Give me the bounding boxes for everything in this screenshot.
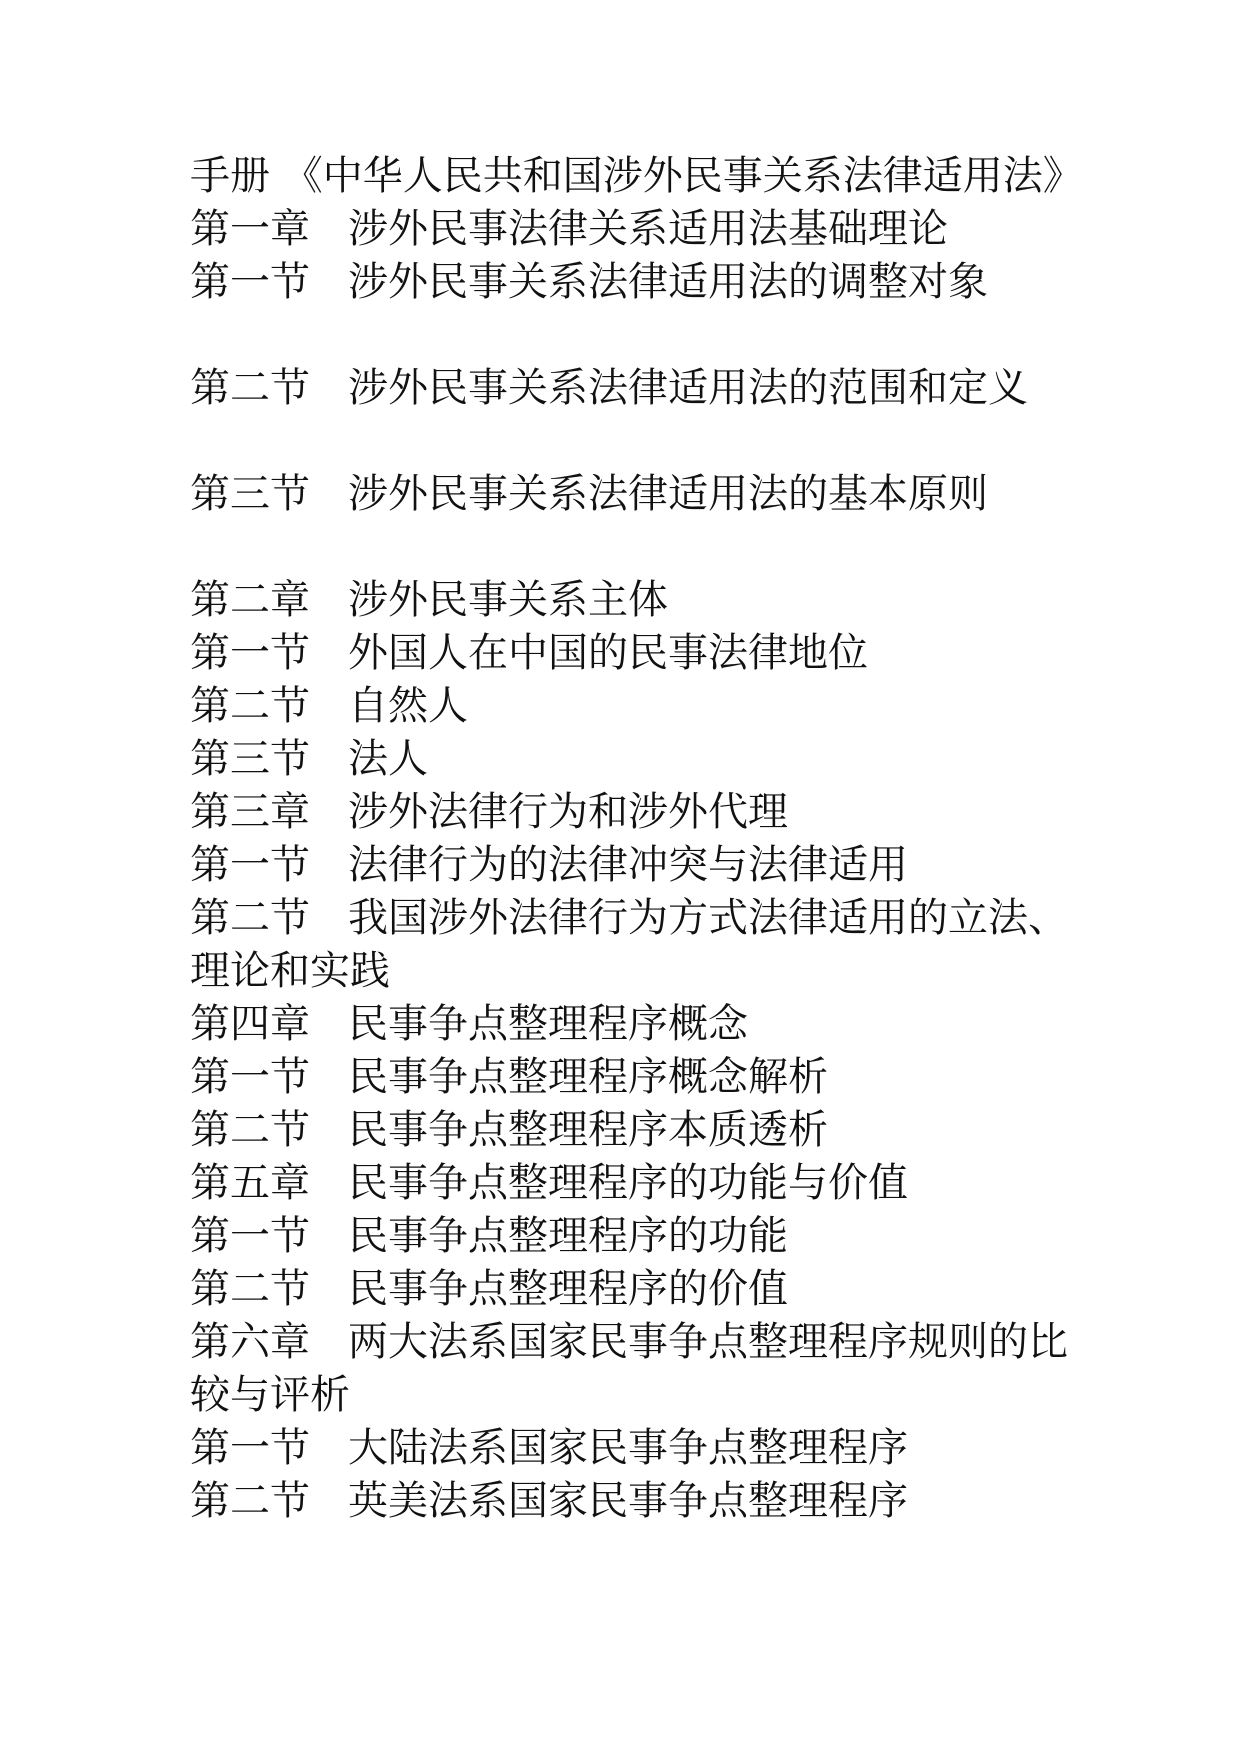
- toc-label: 第三章: [190, 789, 310, 835]
- toc-text: 民事争点整理程序的价值: [348, 1266, 788, 1312]
- toc-label: 第六章: [190, 1319, 310, 1365]
- toc-text: 涉外民事关系法律适用法的基本原则: [348, 471, 988, 517]
- toc-text: 涉外法律行为和涉外代理: [348, 789, 788, 835]
- toc-label: 第二节: [190, 1107, 310, 1153]
- toc-entry-section: [190, 680, 1070, 733]
- toc-text: 民事争点整理程序的功能: [348, 1213, 788, 1259]
- toc-text: 法人: [348, 736, 428, 782]
- toc-text: 法律行为的法律冲突与法律适用: [348, 842, 908, 888]
- toc-label: 第一节: [190, 1213, 310, 1259]
- toc-label: 第二节: [190, 365, 310, 411]
- toc-entry-section: [190, 1475, 1070, 1528]
- toc-text: 涉外民事关系法律适用法的范围和定义: [348, 365, 1028, 411]
- toc-entry-chapter: [190, 1157, 1070, 1210]
- blank-line: [190, 415, 1070, 468]
- toc-text: 涉外民事关系主体: [348, 577, 668, 623]
- toc-entry-chapter: [190, 203, 1070, 256]
- toc-entry-chapter: [190, 1316, 1070, 1422]
- toc-entry-chapter: [190, 998, 1070, 1051]
- toc-label: 第五章: [190, 1160, 310, 1206]
- document-title: 手册 《中华人民共和国涉外民事关系法律适用法》: [190, 153, 1083, 199]
- toc-label: 第二节: [190, 1266, 310, 1312]
- toc-label: 第二章: [190, 577, 310, 623]
- toc-label: 第二节: [190, 683, 310, 729]
- blank-line: [190, 521, 1070, 574]
- blank-line: [190, 309, 1070, 362]
- toc-text: 民事争点整理程序概念解析: [348, 1054, 828, 1100]
- toc-text: 涉外民事关系法律适用法的调整对象: [348, 259, 988, 305]
- toc-entry-section: [190, 468, 1070, 521]
- toc-entry-section: [190, 1263, 1070, 1316]
- toc-text: 两大法系国家民事争点整理程序规则的比较与评析: [190, 1319, 1068, 1418]
- toc-entry-section: [190, 627, 1070, 680]
- toc-entry-chapter: [190, 574, 1070, 627]
- toc-text: 英美法系国家民事争点整理程序: [348, 1478, 908, 1524]
- toc-label: 第三节: [190, 736, 310, 782]
- toc-entry-section: [190, 256, 1070, 309]
- toc-entry-chapter: [190, 786, 1070, 839]
- toc-label: 第一节: [190, 1425, 310, 1471]
- toc-entry-section: [190, 1422, 1070, 1475]
- toc-text: 自然人: [348, 683, 468, 729]
- toc-label: 第一节: [190, 842, 310, 888]
- toc-entry-section: [190, 362, 1070, 415]
- toc-text: 民事争点整理程序概念: [348, 1001, 748, 1047]
- toc-label: 第一节: [190, 630, 310, 676]
- toc-label: 第一节: [190, 1054, 310, 1100]
- toc-text: 民事争点整理程序本质透析: [348, 1107, 828, 1153]
- table-of-contents: [190, 150, 1083, 1528]
- toc-entry-section: [190, 1104, 1070, 1157]
- toc-label: 第二节: [190, 1478, 310, 1524]
- toc-label: 第一章: [190, 206, 310, 252]
- toc-label: 第三节: [190, 471, 310, 517]
- toc-text: 外国人在中国的民事法律地位: [348, 630, 868, 676]
- toc-label: 第四章: [190, 1001, 310, 1047]
- toc-text: 涉外民事法律关系适用法基础理论: [348, 206, 948, 252]
- toc-text: 民事争点整理程序的功能与价值: [348, 1160, 908, 1206]
- toc-text: 我国涉外法律行为方式法律适用的立法、理论和实践: [190, 895, 1068, 994]
- toc-entry-section: [190, 892, 1070, 998]
- toc-text: 大陆法系国家民事争点整理程序: [348, 1425, 908, 1471]
- toc-label: 第一节: [190, 259, 310, 305]
- toc-entry-section: [190, 839, 1070, 892]
- toc-entry-section: [190, 1210, 1070, 1263]
- toc-entry-section: [190, 733, 1070, 786]
- toc-label: 第二节: [190, 895, 310, 941]
- toc-entry-section: [190, 1051, 1070, 1104]
